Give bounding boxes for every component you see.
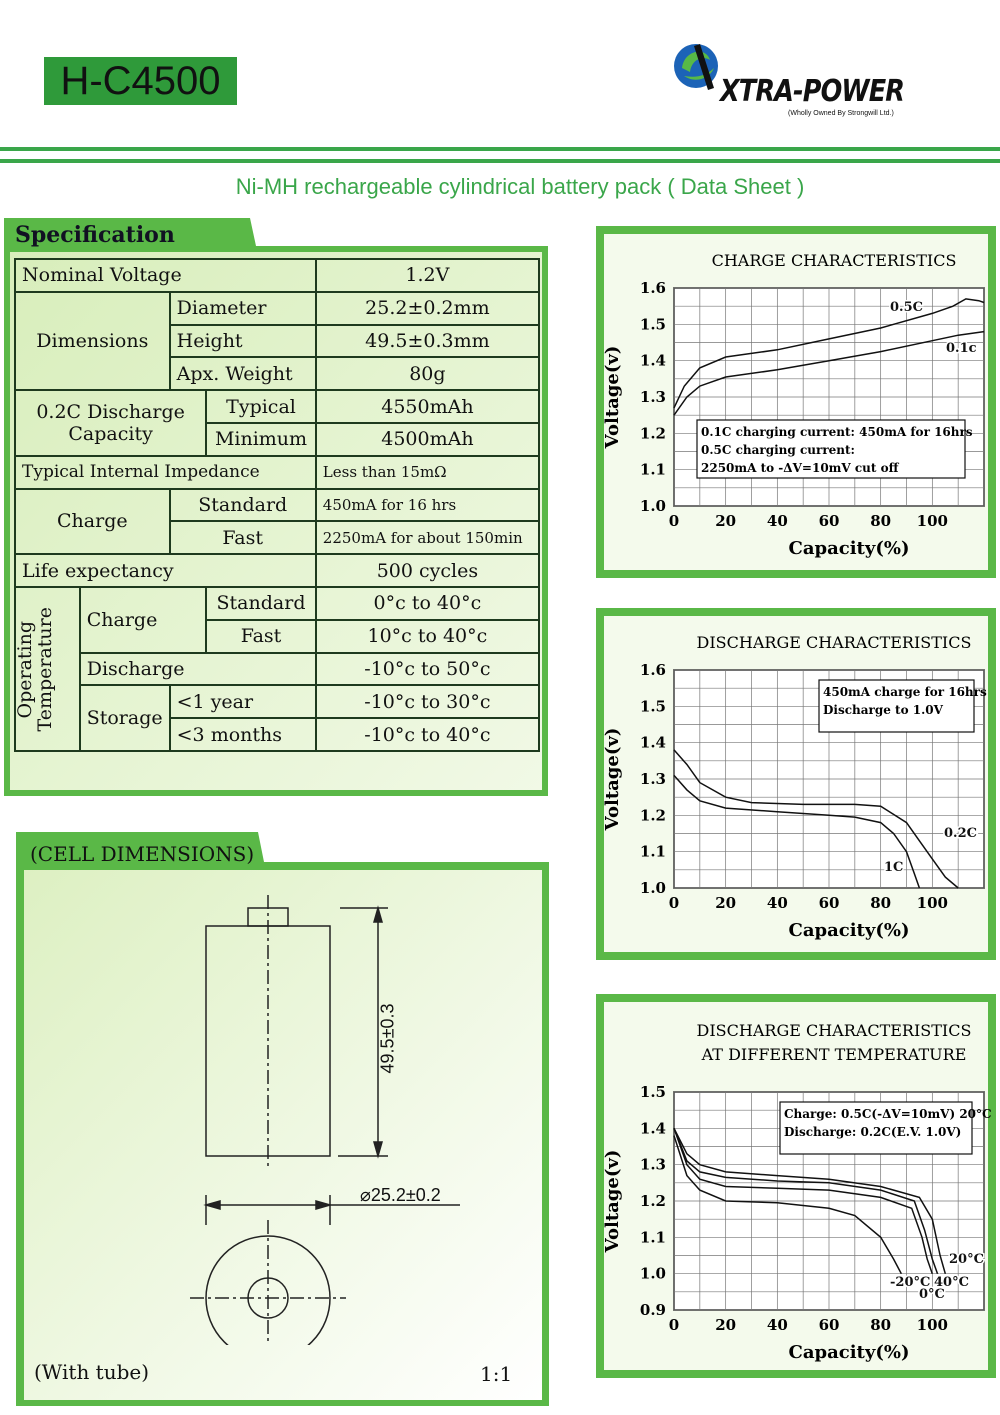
y-tick-label: 1.0 (639, 497, 666, 515)
op-standard-label: Standard (206, 587, 316, 620)
op-discharge-value: -10°c to 50°c (316, 653, 539, 686)
standard-charge-label: Standard (170, 489, 316, 522)
x-axis-label: Capacity(%) (788, 1342, 910, 1363)
x-tick-label: 80 (870, 894, 892, 912)
temperature-discharge-chart (594, 992, 998, 1380)
series-label: 1C (884, 860, 904, 875)
spec-row-life (15, 554, 539, 587)
discharge-capacity-label (15, 390, 206, 456)
legend-entry: Charge: 0.5C(-ΔV=10mV) 20°C (784, 1107, 992, 1121)
storage-3m-label: <3 months (170, 718, 316, 751)
y-tick-label: 1.6 (639, 279, 666, 297)
storage-3m-value: -10°c to 40°c (316, 718, 539, 751)
y-axis-label: Voltage(v) (602, 727, 623, 831)
cell-height-dimension: 49.5±0.3 (377, 1003, 398, 1074)
op-charge-label: Charge (80, 587, 207, 653)
discharge-capacity-label-line2: Capacity (68, 422, 153, 445)
weight-value: 80g (316, 357, 539, 390)
dimensions-label: Dimensions (15, 292, 170, 390)
x-tick-label: 0 (668, 894, 680, 912)
spec-row-diameter (15, 292, 539, 325)
x-tick-label: 40 (766, 1316, 788, 1334)
storage-1y-value: -10°c to 30°c (316, 685, 539, 718)
x-axis-label: Capacity(%) (788, 920, 910, 941)
header-rule-bottom (0, 159, 1000, 163)
discharge-characteristics-chart (594, 606, 998, 962)
x-tick-label: 20 (715, 1316, 737, 1334)
y-axis-label: Voltage(v) (602, 1149, 623, 1253)
charge-characteristics-chart (594, 224, 998, 580)
y-tick-label: 1.5 (639, 697, 666, 716)
x-tick-label: 0 (668, 1316, 680, 1334)
discharge-capacity-label-line1: 0.2C Discharge (36, 400, 185, 423)
height-label: Height (170, 325, 316, 358)
y-tick-label: 1.2 (639, 806, 666, 825)
series-label: 0°C (919, 1287, 945, 1302)
y-tick-label: 1.5 (639, 1083, 666, 1101)
x-tick-label: 0 (668, 512, 680, 530)
diameter-value: 25.2±0.2mm (316, 292, 539, 325)
series-label: 0.1c (946, 341, 977, 356)
brand-subtitle: (Wholly Owned By Strongwill Ltd.) (788, 110, 894, 117)
life-value: 500 cycles (316, 554, 539, 587)
y-tick-label: 1.0 (639, 879, 666, 897)
spec-row-op-discharge (15, 653, 539, 686)
y-tick-label: 1.3 (639, 388, 666, 406)
standard-charge-value: 450mA for 16 hrs (316, 489, 539, 522)
y-tick-label: 1.4 (639, 733, 666, 752)
nominal-voltage-value: 1.2V (316, 259, 539, 292)
x-tick-label: 40 (766, 894, 788, 912)
y-tick-label: 1.3 (639, 770, 666, 788)
series-label: -20°C (890, 1275, 931, 1290)
chart-title: DISCHARGE CHARACTERISTICS (696, 1021, 972, 1040)
typical-label: Typical (206, 390, 316, 423)
cell-note: (With tube) (34, 1360, 150, 1384)
y-tick-label: 0.9 (639, 1301, 666, 1319)
operating-temperature-line1: Operating (14, 620, 36, 718)
y-tick-label: 1.1 (639, 460, 666, 479)
spec-title: Specification (15, 222, 175, 248)
chart-subtitle: AT DIFFERENT TEMPERATURE (701, 1045, 967, 1064)
y-tick-label: 1.0 (639, 1264, 666, 1283)
y-tick-label: 1.2 (639, 1192, 666, 1210)
spec-row-nominal-voltage (15, 259, 539, 292)
brand-name: XTRA-POWER (720, 74, 905, 109)
weight-label: Apx. Weight (170, 357, 316, 390)
x-tick-label: 100 (916, 512, 948, 530)
x-tick-label: 60 (818, 512, 840, 530)
x-tick-label: 80 (870, 1316, 892, 1334)
chart-title: DISCHARGE CHARACTERISTICS (696, 633, 972, 652)
spec-row-typical-capacity (15, 390, 539, 423)
op-fast-label: Fast (206, 620, 316, 653)
legend-entry: 0.1C charging current: 450mA for 16hrs (701, 425, 973, 439)
y-tick-label: 1.6 (639, 661, 666, 679)
op-standard-value: 0°c to 40°c (316, 587, 539, 620)
series-label: 0.2C (944, 826, 977, 841)
minimum-label: Minimum (206, 423, 316, 456)
minimum-value: 4500mAh (316, 423, 539, 456)
diameter-label: Diameter (170, 292, 316, 325)
charge-label: Charge (15, 489, 170, 555)
fast-charge-label: Fast (170, 521, 316, 554)
y-tick-label: 1.4 (639, 1119, 666, 1138)
typical-value: 4550mAh (316, 390, 539, 423)
spec-row-standard-charge (15, 489, 539, 522)
legend-entry: 2250mA to -ΔV=10mV cut off (701, 461, 899, 475)
cell-diameter-dimension: ⌀25.2±0.2 (360, 1185, 441, 1205)
y-tick-label: 1.1 (639, 842, 666, 861)
impedance-label: Typical Internal Impedance (15, 456, 316, 489)
legend-entry: 0.5C charging current: (701, 443, 855, 457)
nominal-voltage-label: Nominal Voltage (15, 259, 316, 292)
header-rule-top (0, 147, 1000, 151)
storage-1y-label: <1 year (170, 685, 316, 718)
spec-table (14, 258, 540, 752)
x-tick-label: 100 (916, 894, 948, 912)
spec-row-impedance (15, 456, 539, 489)
series-label: 0.5C (890, 300, 923, 315)
op-storage-label: Storage (80, 685, 170, 751)
y-axis-label: Voltage(v) (602, 345, 623, 449)
spec-row-storage-1y (15, 685, 539, 718)
cell-drawing (170, 895, 490, 1345)
operating-temperature-text (16, 607, 56, 731)
operating-temperature-label (15, 587, 80, 751)
series-label: 20°C (949, 1252, 984, 1267)
y-tick-label: 1.1 (639, 1228, 666, 1247)
legend-entry: Discharge to 1.0V (823, 703, 943, 717)
cell-scale: 1:1 (480, 1362, 513, 1386)
page-subtitle: Ni-MH rechargeable cylindrical battery pack ( Data Sheet ) (235, 174, 805, 199)
life-label: Life expectancy (15, 554, 316, 587)
model-badge: H-C4500 (44, 57, 237, 105)
y-tick-label: 1.2 (639, 424, 666, 443)
x-tick-label: 60 (818, 1316, 840, 1334)
chart-title: CHARGE CHARACTERISTICS (711, 251, 957, 270)
x-tick-label: 100 (916, 1316, 948, 1334)
x-tick-label: 20 (715, 512, 737, 530)
series-label: 40°C (934, 1275, 969, 1290)
cell-title: (CELL DIMENSIONS) (30, 842, 255, 866)
operating-temperature-line2: Temperature (33, 606, 56, 732)
x-tick-label: 60 (818, 894, 840, 912)
y-tick-label: 1.3 (639, 1155, 666, 1174)
fast-charge-value: 2250mA for about 150min (316, 521, 539, 554)
y-tick-label: 1.5 (639, 315, 666, 334)
legend-entry: 450mA charge for 16hrs (823, 685, 987, 699)
op-discharge-label: Discharge (80, 653, 316, 686)
legend-entry: Discharge: 0.2C(E.V. 1.0V) (784, 1125, 962, 1139)
impedance-value: Less than 15mΩ (316, 456, 539, 489)
x-tick-label: 20 (715, 894, 737, 912)
y-tick-label: 1.4 (639, 351, 666, 370)
op-fast-value: 10°c to 40°c (316, 620, 539, 653)
x-tick-label: 80 (870, 512, 892, 530)
x-axis-label: Capacity(%) (788, 538, 910, 559)
height-value: 49.5±0.3mm (316, 325, 539, 358)
x-tick-label: 40 (766, 512, 788, 530)
spec-row-op-standard (15, 587, 539, 620)
